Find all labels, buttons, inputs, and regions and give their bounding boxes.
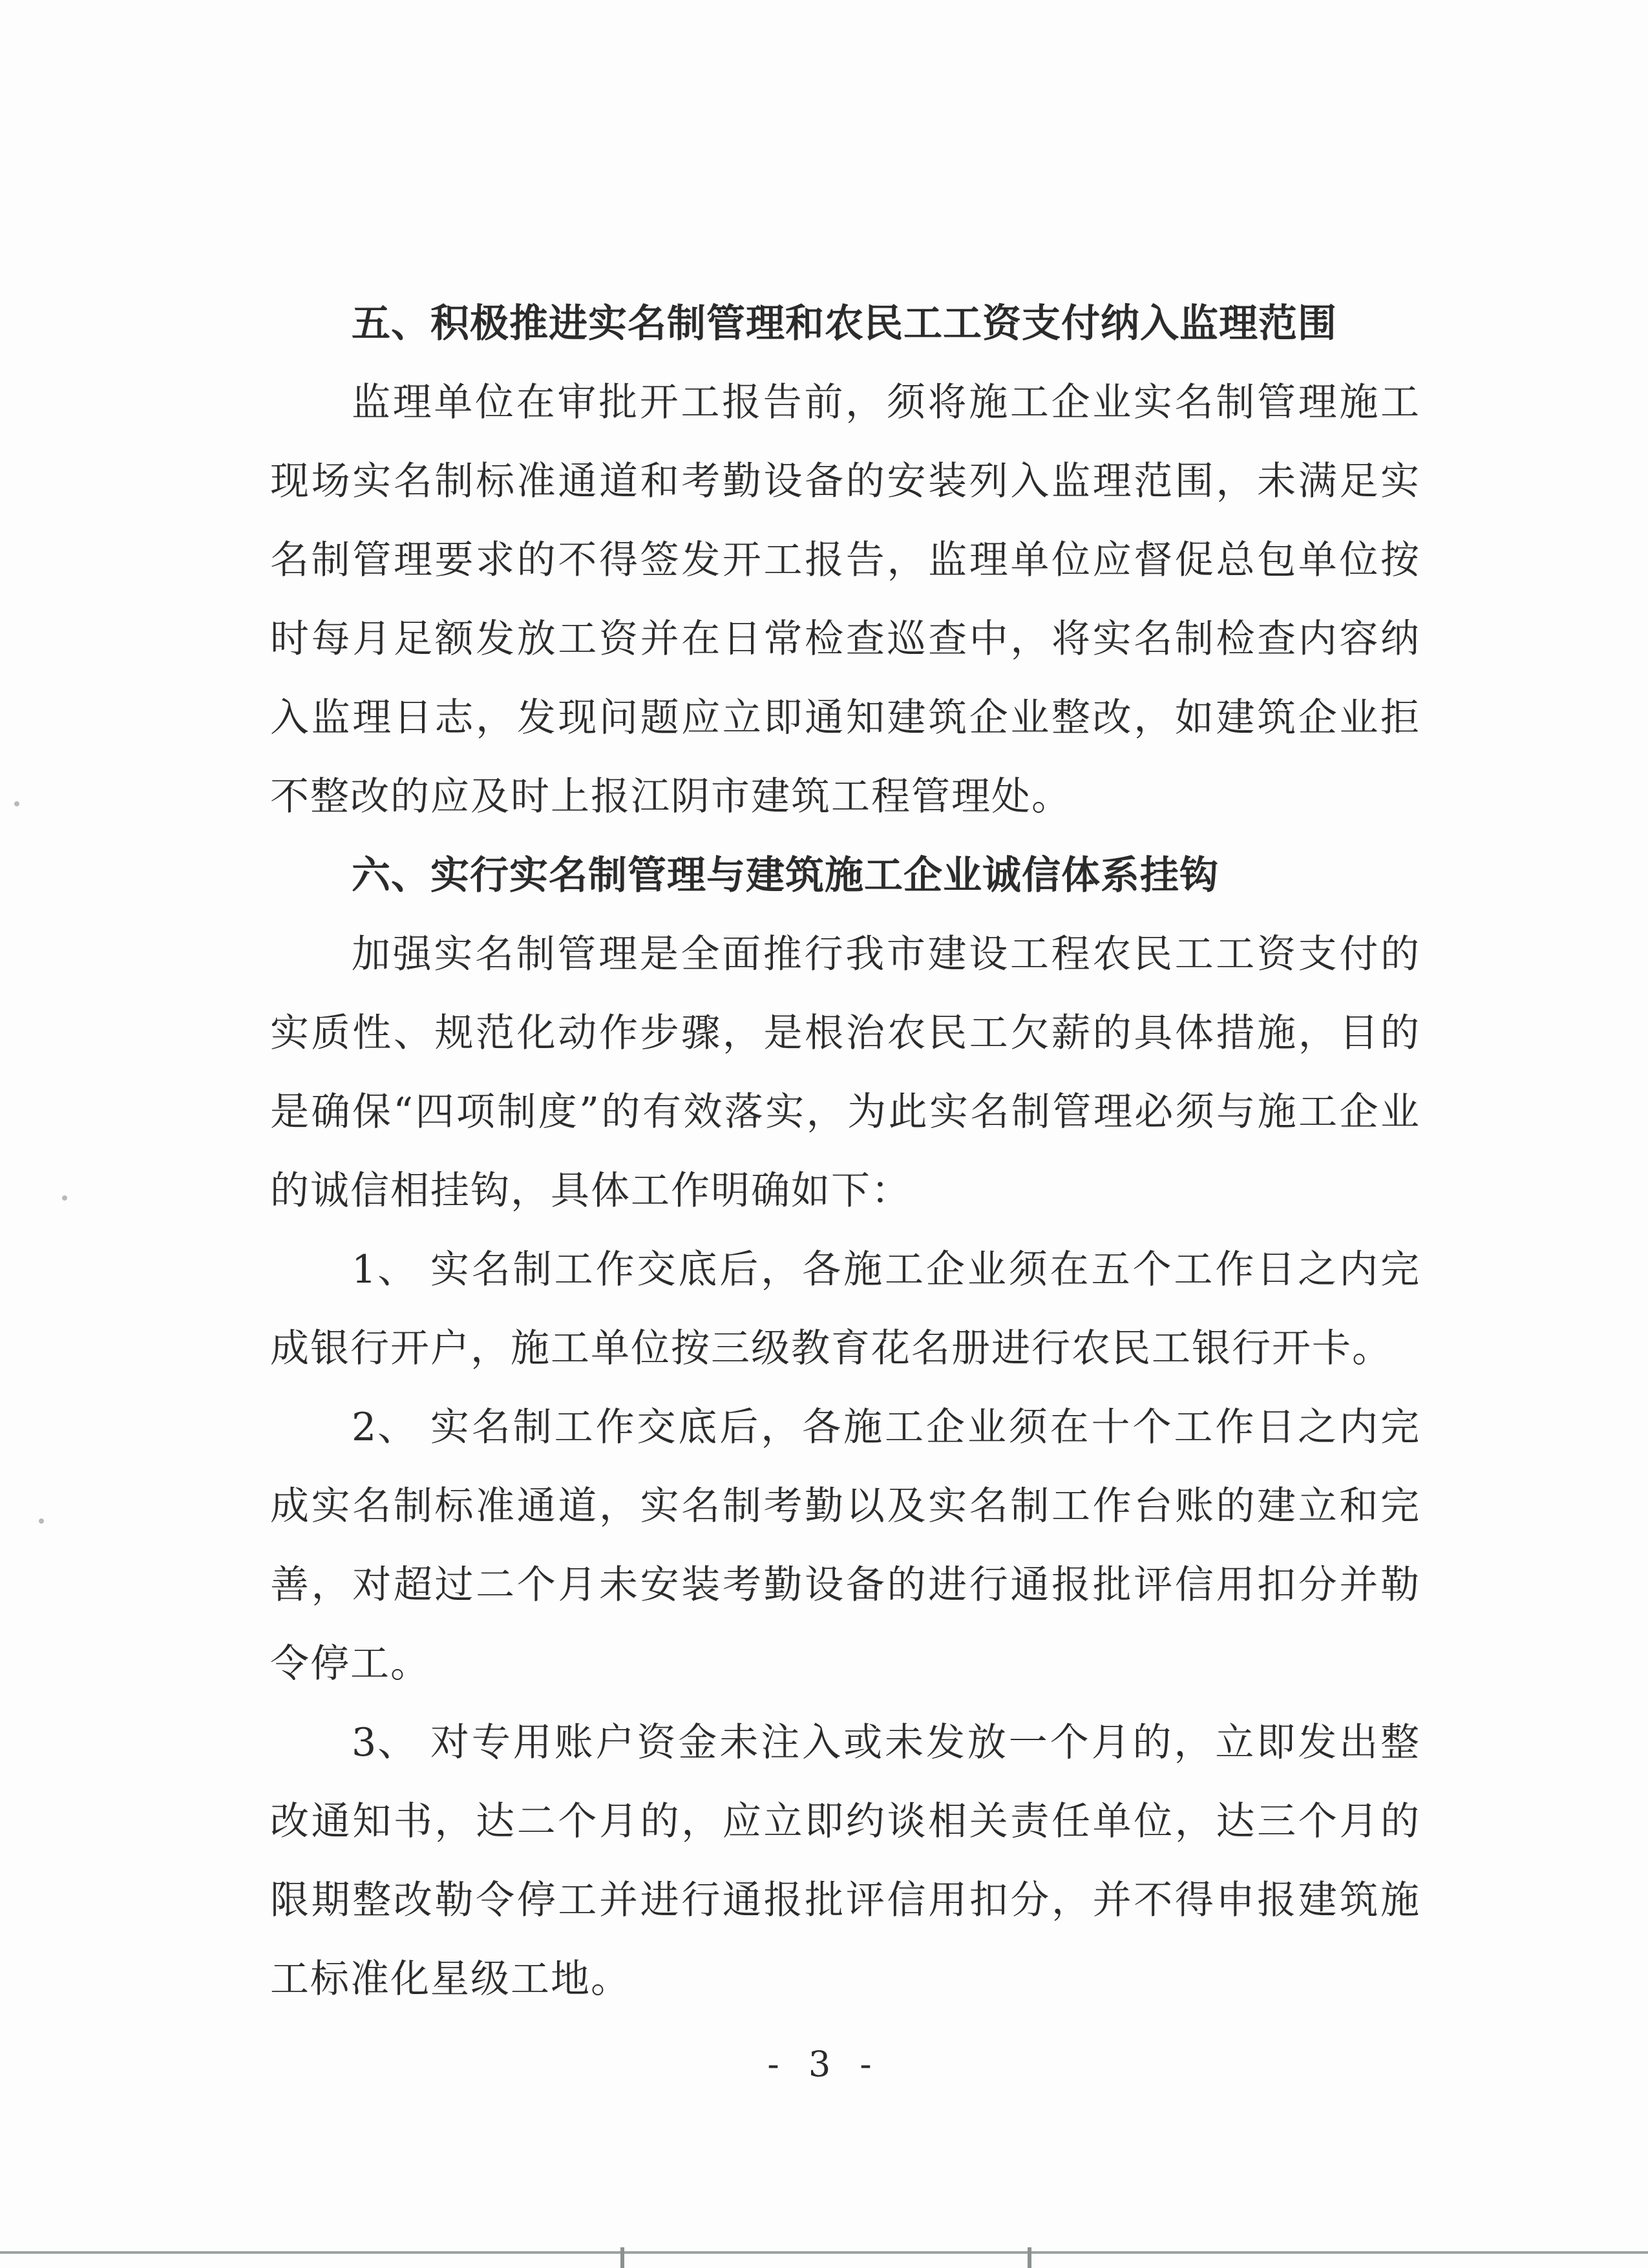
- list-item-3: [270, 1703, 1421, 2019]
- list-item-number: 2、: [352, 1405, 418, 1450]
- section-heading-5: 五、积极推进实名制管理和农民工工资支付纳入监理范围: [352, 301, 1337, 346]
- scan-speck: [14, 801, 19, 806]
- list-item-text: 对专用账户资金未注入或未发放一个月的，立即发出整改通知书，达二个月的，应立即约谈相关责任单位，达三个月的限期整改勒令停工并进行通报批评信用扣分，并不得申报建筑施工标准化星级工地。: [270, 1720, 1421, 2002]
- list-item-number: 1、: [352, 1247, 418, 1292]
- list-item-text: 实名制工作交底后，各施工企业须在十个工作日之内完成实名制标准通道，实名制考勤以及实名制工作台账的建立和完善，对超过二个月未安装考勤设备的进行通报批评信用扣分并勒令停工。: [270, 1405, 1421, 1686]
- list-item-text: 实名制工作交底后，各施工企业须在五个工作日之内完成银行开户，施工单位按三级教育花名册进行农民工银行开卡。: [270, 1247, 1421, 1371]
- scan-speck: [39, 1518, 44, 1524]
- scan-edge-line: [0, 2251, 1648, 2254]
- scan-speck: [62, 1195, 67, 1201]
- scan-edge-tick: [620, 2247, 624, 2268]
- scan-edge-tick: [1028, 2247, 1031, 2268]
- list-item-2: [270, 1388, 1421, 1703]
- document-body: [270, 284, 1421, 2019]
- list-item-number: 3、: [352, 1720, 418, 1765]
- section-heading-6: 六、实行实名制管理与建筑施工企业诚信体系挂钩: [352, 853, 1219, 898]
- list-item-1: [270, 1230, 1421, 1388]
- section-5-paragraph: 监理单位在审批开工报告前，须将施工企业实名制管理施工现场实名制标准通道和考勤设备的安装列入监理范围，未满足实名制管理要求的不得签发开工报告，监理单位应督促总包单位按时每月足额发放工资并在日常检查巡查中，将实名制检查内容纳入监理日志，发现问题应立即通知建筑企业整改，如建筑企业拒不整改的应及时上报江阴市建筑工程管理处。: [270, 380, 1421, 819]
- section-6-paragraph: 加强实名制管理是全面推行我市建设工程农民工工资支付的实质性、规范化动作步骤，是根治农民工欠薪的具体措施，目的是确保“四项制度”的有效落实，为此实名制管理必须与施工企业的诚信相挂钩，具体工作明确如下：: [270, 932, 1421, 1213]
- page-number: - 3 -: [767, 2044, 881, 2084]
